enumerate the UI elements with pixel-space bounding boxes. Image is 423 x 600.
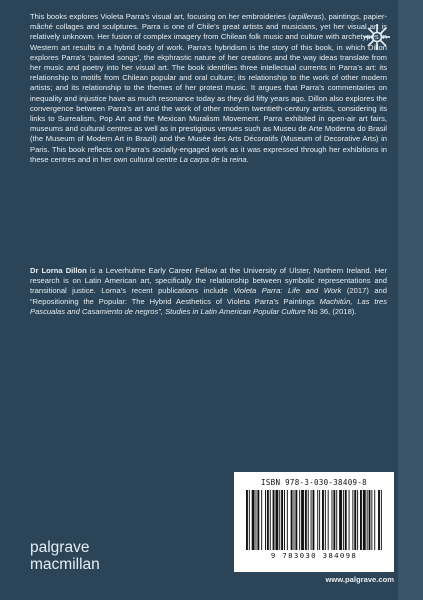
barcode-bar (257, 490, 259, 550)
barcode-bar (371, 490, 372, 550)
publisher-logo-line2: macmillan (30, 556, 100, 573)
barcode-bar (273, 490, 275, 550)
barcode-bar (308, 490, 309, 550)
barcode-bar (378, 490, 380, 550)
bio-paragraph: Dr Lorna Dillon is a Leverhulme Early Career Fellow at the University of Ulster, Northern Ireland. Her research is on Latin American art, specifically the relationship between symbolic representations and transitional justice. Lorna’s recent publications include Violeta Parra: Life and Work (2017) and “Repositioning the Popular: The Hybrid Aesthetics of Violeta Parra’s Paintings Machitún, Las tres Pascualas and Casamiento de negros”, Studies in Latin American Popular Culture No 36, (2018). (30, 266, 388, 316)
author-bio (30, 266, 387, 317)
barcode-bar (284, 490, 285, 550)
barcode-bar (270, 490, 271, 550)
barcode-bar (339, 490, 342, 550)
barcode-bar (336, 490, 337, 550)
barcode-bar (261, 490, 262, 550)
barcode-bar (305, 490, 307, 550)
barcode-bar (369, 490, 371, 550)
barcode-bar (299, 490, 300, 550)
barcode-bar (352, 490, 353, 550)
barcode-bar (294, 490, 295, 550)
barcode-bar (374, 490, 375, 550)
barcode-bar (295, 490, 297, 550)
barcode-bar (311, 490, 312, 550)
barcode-digits: 9 783030 384098 (270, 551, 358, 560)
publisher-website[interactable]: www.palgrave.com (325, 575, 394, 584)
barcode-bar (343, 490, 344, 550)
barcode-bar (256, 490, 257, 550)
barcode-bar (367, 490, 368, 550)
barcode-bar (328, 490, 329, 550)
barcode-panel (234, 472, 394, 572)
barcode-bar (319, 490, 320, 550)
barcode-bar (349, 490, 350, 550)
barcode-bar (291, 490, 293, 550)
barcode-bar (275, 490, 278, 550)
barcode-bar (281, 490, 283, 550)
book-description (30, 12, 387, 165)
barcode-bar (265, 490, 266, 550)
barcode-bars (246, 490, 382, 550)
barcode-bar (381, 490, 382, 550)
arpilleras-term: arpilleras (290, 12, 322, 21)
publisher-logo-line1: palgrave (30, 539, 90, 556)
publication-title-1: Violeta Parra: Life and Work (233, 286, 342, 296)
barcode-bar (357, 490, 358, 550)
spine-edge (398, 0, 423, 600)
barcode-bar (313, 490, 315, 550)
description-paragraph: This books explores Violeta Parra’s visual art, focusing on her embroideries (arpilleras), paintings, papier-mâché collages and sculptures. Parra is one of Chile’s great artists and musicians, yet her visual art is relatively unknown. Her fusion of complex imagery from Chilean folk music and culture with archetypes in Western art results in a hybrid body of work. Parra’s hybridism is the story of this book, in which Dillon explores Parra’s ‘painted songs’, the ekphrastic nature of her creations and the way ideas translate from her music and poetry into her visual art. The book identifies three intellectual currents in Parra’s art: its relationship to motifs from Chilean popular and oral culture; its relationship to the work of other modern artists; and its relationship to the themes of her protest music. It argues that Parra’s commentaries on inequality and injustice have as much resonance today as they did fifty years ago. Dillon also explores the convergence between Parra’s art and the work of other modern twentieth-century artists, considering its links to Surrealism, Pop Art and the Mexican Muralism Movement. Parra exhibited in open-air art fairs, museums and cultural centres as well as in prestigious venues such as Museu de Arte Moderna do Brasil (the Museum of Modern Art in Brazil) and the Musée des Arts Décoratifs (Museum of Decorative Arts) in Paris. This book reflects on Parra’s socially-engaged work as it was expressed through her exhibitions in these centres and in her own cultural centre La carpa de la reina. (30, 12, 387, 164)
barcode-bar (252, 490, 255, 550)
barcode-bar (360, 490, 362, 550)
cultural-centre-name: La carpa de la reina (179, 154, 247, 164)
barcode-bar (249, 490, 250, 550)
barcode-bar (317, 490, 318, 550)
barcode-bar (267, 490, 269, 550)
author-name: Dr Lorna Dillon (30, 266, 87, 275)
isbn-label: ISBN 978-3-030-38409-8 (261, 478, 367, 487)
barcode-bar (322, 490, 324, 550)
barcode-bar (333, 490, 335, 550)
barcode-bar (301, 490, 304, 550)
barcode-bar (325, 490, 326, 550)
barcode-bar (354, 490, 356, 550)
barcode-bar (345, 490, 347, 550)
barcode-bar (287, 490, 288, 550)
publication-title-2: Machitún, Las tres Pascualas and Casamiento de negros”, Studies in Latin American Popular Culture (30, 296, 388, 316)
barcode-bar (332, 490, 333, 550)
barcode-bar (279, 490, 280, 550)
barcode-bar (363, 490, 366, 550)
barcode-bar (246, 490, 248, 550)
